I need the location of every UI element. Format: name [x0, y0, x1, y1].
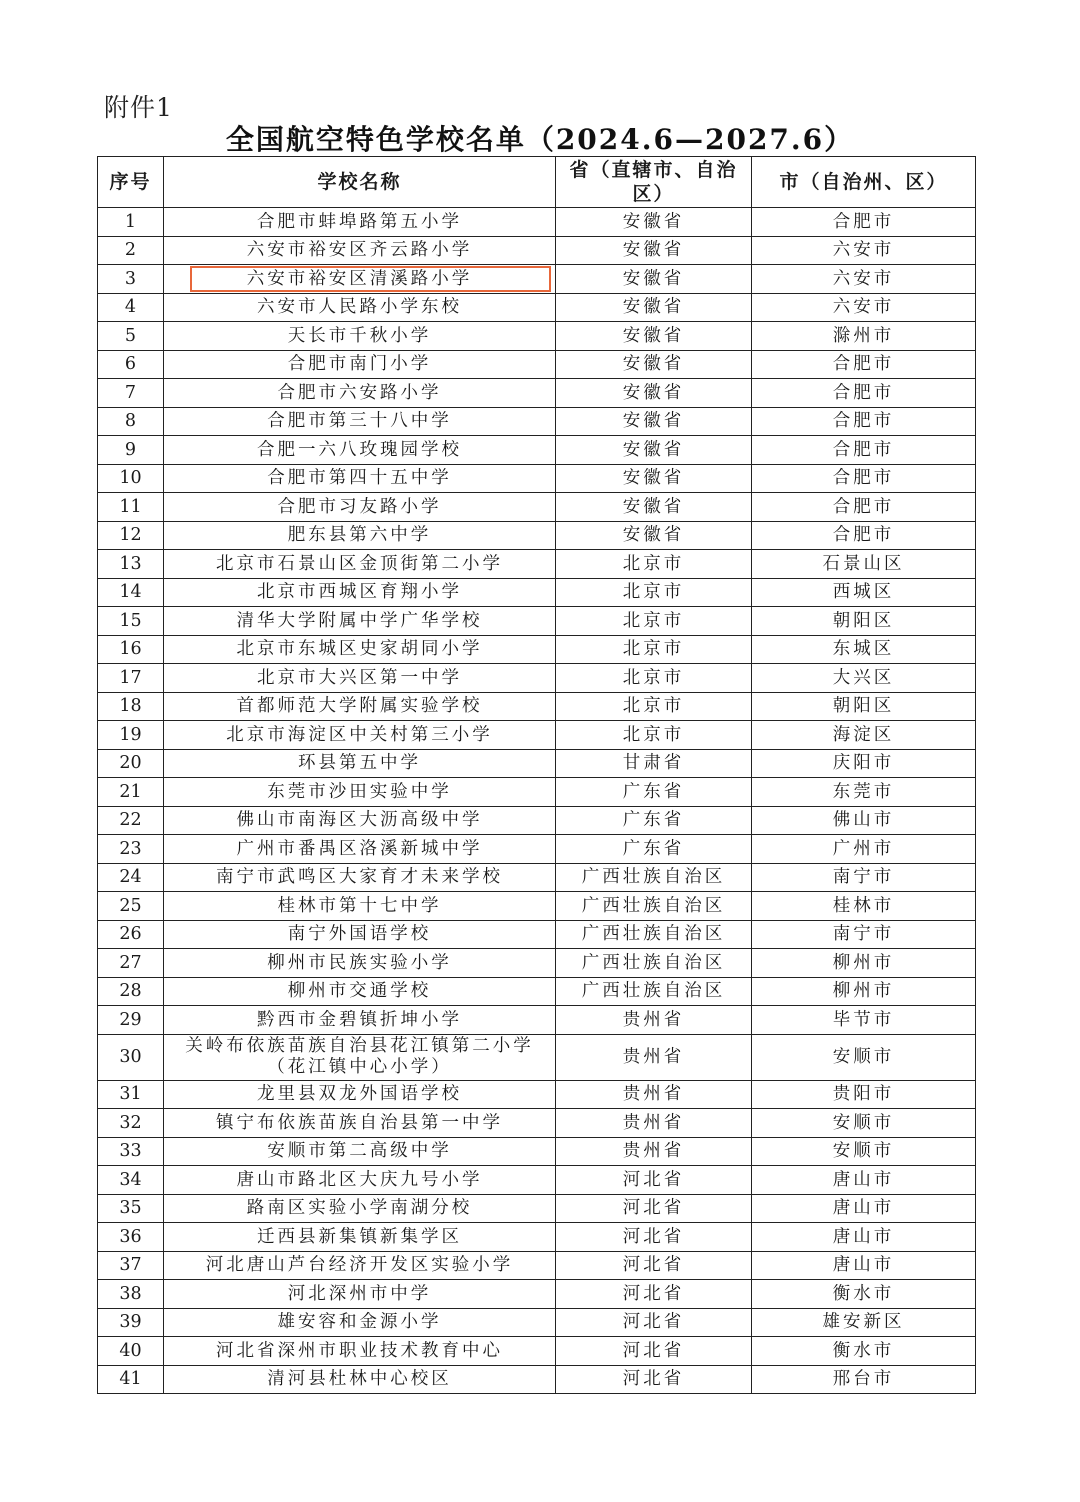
school-name: 桂林市第十七中学 [277, 895, 442, 916]
table-row [98, 1308, 976, 1337]
row-index: 3 [98, 265, 164, 294]
document-title: 全国航空特色学校名单（2024.6—2027.6） [225, 123, 855, 156]
city-cell: 安顺市 [752, 1109, 976, 1138]
city-cell: 滁州市 [752, 322, 976, 351]
school-name-cell [164, 835, 556, 864]
school-name-cell [164, 208, 556, 237]
table-row [98, 920, 976, 949]
row-index: 31 [98, 1080, 164, 1109]
city-cell: 唐山市 [752, 1166, 976, 1195]
row-index: 41 [98, 1365, 164, 1394]
table-row [98, 1006, 976, 1035]
row-index: 33 [98, 1137, 164, 1166]
table-row [98, 521, 976, 550]
school-name: 南宁市武鸣区大家育才未来学校 [216, 867, 503, 888]
city-cell: 合肥市 [752, 436, 976, 465]
school-name-cell [164, 635, 556, 664]
row-index: 7 [98, 379, 164, 408]
school-name: 合肥市蚌埠路第五小学 [257, 211, 462, 232]
province-cell: 广东省 [556, 806, 752, 835]
table-body [98, 208, 976, 1394]
row-index: 39 [98, 1308, 164, 1337]
attachment-label: 附件1 [104, 93, 173, 122]
school-name: 柳州市交通学校 [287, 981, 432, 1002]
city-cell: 合肥市 [752, 379, 976, 408]
school-name: 北京市西城区育翔小学 [257, 582, 462, 603]
row-index: 23 [98, 835, 164, 864]
table-row [98, 407, 976, 436]
school-name-cell [164, 892, 556, 921]
table-row [98, 322, 976, 351]
school-name: 南宁外国语学校 [287, 924, 432, 945]
school-name-cell [164, 493, 556, 522]
school-name-cell-highlighted [164, 265, 556, 294]
city-cell: 广州市 [752, 835, 976, 864]
school-name: 柳州市民族实验小学 [267, 952, 452, 973]
table-row [98, 350, 976, 379]
school-name: 合肥市第三十八中学 [267, 411, 452, 432]
city-cell: 南宁市 [752, 863, 976, 892]
row-index: 19 [98, 721, 164, 750]
province-cell: 安徽省 [556, 236, 752, 265]
school-name: 合肥一六八玫瑰园学校 [257, 439, 462, 460]
city-cell: 朝阳区 [752, 607, 976, 636]
city-cell: 六安市 [752, 236, 976, 265]
school-name-cell [164, 407, 556, 436]
school-name-cell [164, 1080, 556, 1109]
city-cell: 合肥市 [752, 407, 976, 436]
school-name: 北京市东城区史家胡同小学 [236, 639, 483, 660]
row-index: 8 [98, 407, 164, 436]
province-cell: 河北省 [556, 1223, 752, 1252]
province-cell: 安徽省 [556, 265, 752, 294]
school-name-cell [164, 664, 556, 693]
school-name: 六安市裕安区齐云路小学 [246, 240, 473, 261]
city-cell: 石景山区 [752, 550, 976, 579]
row-index: 12 [98, 521, 164, 550]
row-index: 16 [98, 635, 164, 664]
school-name: 河北唐山芦台经济开发区实验小学 [205, 1255, 514, 1276]
table-row [98, 1280, 976, 1309]
school-name: 合肥市六安路小学 [277, 382, 442, 403]
city-cell: 衡水市 [752, 1337, 976, 1366]
table-row [98, 835, 976, 864]
province-cell: 安徽省 [556, 350, 752, 379]
school-name-cell [164, 521, 556, 550]
table-row [98, 863, 976, 892]
city-cell: 海淀区 [752, 721, 976, 750]
city-cell: 安顺市 [752, 1137, 976, 1166]
row-index: 22 [98, 806, 164, 835]
row-index: 40 [98, 1337, 164, 1366]
province-cell: 北京市 [556, 721, 752, 750]
row-index: 28 [98, 977, 164, 1006]
province-cell: 河北省 [556, 1194, 752, 1223]
table-row [98, 1137, 976, 1166]
province-cell: 安徽省 [556, 493, 752, 522]
school-name: 环县第五中学 [298, 753, 421, 774]
school-name: 合肥市南门小学 [287, 354, 432, 375]
city-cell: 南宁市 [752, 920, 976, 949]
table-row [98, 1365, 976, 1394]
school-name-cell [164, 1034, 556, 1080]
school-name-cell [164, 1251, 556, 1280]
school-list-table [97, 156, 976, 1394]
city-cell: 大兴区 [752, 664, 976, 693]
row-index: 27 [98, 949, 164, 978]
table-row [98, 949, 976, 978]
school-name: 广州市番禺区洛溪新城中学 [236, 838, 483, 859]
city-cell: 贵阳市 [752, 1080, 976, 1109]
school-name-cell [164, 350, 556, 379]
school-name: 北京市海淀区中关村第三小学 [226, 724, 493, 745]
province-cell: 安徽省 [556, 379, 752, 408]
city-cell: 朝阳区 [752, 692, 976, 721]
province-cell: 安徽省 [556, 464, 752, 493]
city-cell: 合肥市 [752, 493, 976, 522]
row-index: 2 [98, 236, 164, 265]
school-name: 清华大学附属中学广华学校 [236, 610, 483, 631]
city-cell: 佛山市 [752, 806, 976, 835]
table-row [98, 293, 976, 322]
city-cell: 桂林市 [752, 892, 976, 921]
school-name: 佛山市南海区大沥高级中学 [236, 810, 483, 831]
school-name-cell [164, 1223, 556, 1252]
table-row [98, 1194, 976, 1223]
city-cell: 唐山市 [752, 1194, 976, 1223]
city-cell: 唐山市 [752, 1223, 976, 1252]
school-name: 关岭布依族苗族自治县花江镇第二小学 [185, 1036, 534, 1056]
header-city: 市（自治州、区） [752, 157, 976, 208]
table-row [98, 692, 976, 721]
school-name: 路南区实验小学南湖分校 [246, 1198, 473, 1219]
row-index: 34 [98, 1166, 164, 1195]
school-name: 六安市裕安区清溪路小学 [246, 268, 473, 289]
province-cell: 贵州省 [556, 1137, 752, 1166]
table-row [98, 436, 976, 465]
province-cell: 安徽省 [556, 436, 752, 465]
province-cell: 安徽省 [556, 322, 752, 351]
province-cell: 广东省 [556, 778, 752, 807]
city-cell: 合肥市 [752, 521, 976, 550]
province-cell: 北京市 [556, 607, 752, 636]
row-index: 20 [98, 749, 164, 778]
province-cell: 贵州省 [556, 1034, 752, 1080]
school-name: 六安市人民路小学东校 [257, 297, 462, 318]
school-name: 雄安容和金源小学 [277, 1312, 442, 1333]
school-name: 北京市石景山区金顶街第二小学 [216, 553, 503, 574]
table-row [98, 892, 976, 921]
table-header-row [98, 157, 976, 208]
province-cell: 河北省 [556, 1308, 752, 1337]
table-row [98, 1166, 976, 1195]
school-name-cell [164, 1308, 556, 1337]
school-name-cell [164, 550, 556, 579]
province-cell: 贵州省 [556, 1109, 752, 1138]
province-cell: 河北省 [556, 1280, 752, 1309]
table-row [98, 664, 976, 693]
table-row [98, 1223, 976, 1252]
row-index: 15 [98, 607, 164, 636]
school-name: 黔西市金碧镇折坤小学 [257, 1009, 462, 1030]
row-index: 30 [98, 1034, 164, 1080]
row-index: 1 [98, 208, 164, 237]
school-name-cell [164, 322, 556, 351]
header-school-name: 学校名称 [164, 157, 556, 208]
province-cell: 甘肃省 [556, 749, 752, 778]
province-cell: 安徽省 [556, 293, 752, 322]
school-name-cell [164, 721, 556, 750]
row-index: 29 [98, 1006, 164, 1035]
province-cell: 北京市 [556, 635, 752, 664]
school-name-cell [164, 293, 556, 322]
table-row [98, 550, 976, 579]
table-row [98, 607, 976, 636]
school-name: 合肥市习友路小学 [277, 496, 442, 517]
table-row [98, 236, 976, 265]
province-cell: 贵州省 [556, 1080, 752, 1109]
school-name-cell [164, 920, 556, 949]
school-name: 天长市千秋小学 [287, 325, 432, 346]
school-name: 东莞市沙田实验中学 [267, 781, 452, 802]
row-index: 37 [98, 1251, 164, 1280]
province-cell: 广东省 [556, 835, 752, 864]
school-name: 唐山市路北区大庆九号小学 [236, 1169, 483, 1190]
table-row [98, 977, 976, 1006]
city-cell: 安顺市 [752, 1034, 976, 1080]
city-cell: 东城区 [752, 635, 976, 664]
school-name: 北京市大兴区第一中学 [257, 667, 462, 688]
province-cell: 广西壮族自治区 [556, 949, 752, 978]
school-name-cell [164, 1109, 556, 1138]
province-cell: 安徽省 [556, 521, 752, 550]
province-cell: 广西壮族自治区 [556, 863, 752, 892]
school-name: 河北省深州市职业技术教育中心 [216, 1340, 503, 1361]
table-row [98, 1251, 976, 1280]
province-cell: 河北省 [556, 1337, 752, 1366]
row-index: 21 [98, 778, 164, 807]
city-cell: 邢台市 [752, 1365, 976, 1394]
province-cell: 安徽省 [556, 208, 752, 237]
table-row [98, 806, 976, 835]
school-name-cell [164, 949, 556, 978]
school-name: 肥东县第六中学 [287, 525, 432, 546]
school-name-cell [164, 1280, 556, 1309]
province-cell: 北京市 [556, 550, 752, 579]
school-name: 龙里县双龙外国语学校 [257, 1084, 462, 1105]
city-cell: 唐山市 [752, 1251, 976, 1280]
province-cell: 河北省 [556, 1365, 752, 1394]
table-row [98, 1109, 976, 1138]
province-cell: 北京市 [556, 692, 752, 721]
school-name-cell [164, 1365, 556, 1394]
city-cell: 西城区 [752, 578, 976, 607]
city-cell: 毕节市 [752, 1006, 976, 1035]
school-name: 清河县杜林中心校区 [267, 1369, 452, 1390]
school-name-cell [164, 607, 556, 636]
table-row [98, 721, 976, 750]
city-cell: 衡水市 [752, 1280, 976, 1309]
row-index: 36 [98, 1223, 164, 1252]
row-index: 14 [98, 578, 164, 607]
city-cell: 六安市 [752, 293, 976, 322]
table-row [98, 1337, 976, 1366]
school-name: 迁西县新集镇新集学区 [257, 1226, 462, 1247]
row-index: 11 [98, 493, 164, 522]
table-row [98, 265, 976, 294]
school-name-cell [164, 977, 556, 1006]
row-index: 38 [98, 1280, 164, 1309]
province-cell: 河北省 [556, 1251, 752, 1280]
table-row [98, 635, 976, 664]
row-index: 25 [98, 892, 164, 921]
school-name-cell [164, 1137, 556, 1166]
row-index: 17 [98, 664, 164, 693]
city-cell: 合肥市 [752, 464, 976, 493]
table-row [98, 464, 976, 493]
city-cell: 雄安新区 [752, 1308, 976, 1337]
row-index: 9 [98, 436, 164, 465]
school-name-cell [164, 806, 556, 835]
table-row [98, 749, 976, 778]
city-cell: 合肥市 [752, 208, 976, 237]
table-row [98, 1034, 976, 1080]
row-index: 24 [98, 863, 164, 892]
school-name-cell [164, 578, 556, 607]
school-name-cell [164, 749, 556, 778]
row-index: 10 [98, 464, 164, 493]
province-cell: 广西壮族自治区 [556, 920, 752, 949]
city-cell: 柳州市 [752, 949, 976, 978]
row-index: 35 [98, 1194, 164, 1223]
city-cell: 柳州市 [752, 977, 976, 1006]
school-name-cell [164, 863, 556, 892]
province-cell: 广西壮族自治区 [556, 977, 752, 1006]
province-cell: 安徽省 [556, 407, 752, 436]
city-cell: 东莞市 [752, 778, 976, 807]
table-row [98, 208, 976, 237]
province-cell: 广西壮族自治区 [556, 892, 752, 921]
header-province: 省（直辖市、自治区） [556, 157, 752, 208]
school-name-cell [164, 379, 556, 408]
school-name-cell [164, 778, 556, 807]
row-index: 5 [98, 322, 164, 351]
school-name-cell [164, 692, 556, 721]
row-index: 26 [98, 920, 164, 949]
city-cell: 庆阳市 [752, 749, 976, 778]
school-name: 安顺市第二高级中学 [267, 1141, 452, 1162]
school-name-cell [164, 464, 556, 493]
school-name-cell [164, 1194, 556, 1223]
table-row [98, 379, 976, 408]
school-name: 合肥市第四十五中学 [267, 468, 452, 489]
row-index: 18 [98, 692, 164, 721]
province-cell: 北京市 [556, 578, 752, 607]
school-name-cell [164, 1337, 556, 1366]
row-index: 6 [98, 350, 164, 379]
table-row [98, 578, 976, 607]
school-name-cell [164, 1006, 556, 1035]
header-index: 序号 [98, 157, 164, 208]
table-row [98, 1080, 976, 1109]
row-index: 13 [98, 550, 164, 579]
province-cell: 贵州省 [556, 1006, 752, 1035]
table-row [98, 778, 976, 807]
province-cell: 北京市 [556, 664, 752, 693]
school-name-cell [164, 436, 556, 465]
school-name: 首都师范大学附属实验学校 [236, 696, 483, 717]
school-name-line2: （花江镇中心小学） [267, 1057, 452, 1077]
school-name: 镇宁布依族苗族自治县第一中学 [216, 1112, 503, 1133]
school-name-cell [164, 236, 556, 265]
table-row [98, 493, 976, 522]
school-name: 河北深州市中学 [287, 1283, 432, 1304]
city-cell: 六安市 [752, 265, 976, 294]
row-index: 4 [98, 293, 164, 322]
province-cell: 河北省 [556, 1166, 752, 1195]
school-name-cell [164, 1166, 556, 1195]
city-cell: 合肥市 [752, 350, 976, 379]
row-index: 32 [98, 1109, 164, 1138]
